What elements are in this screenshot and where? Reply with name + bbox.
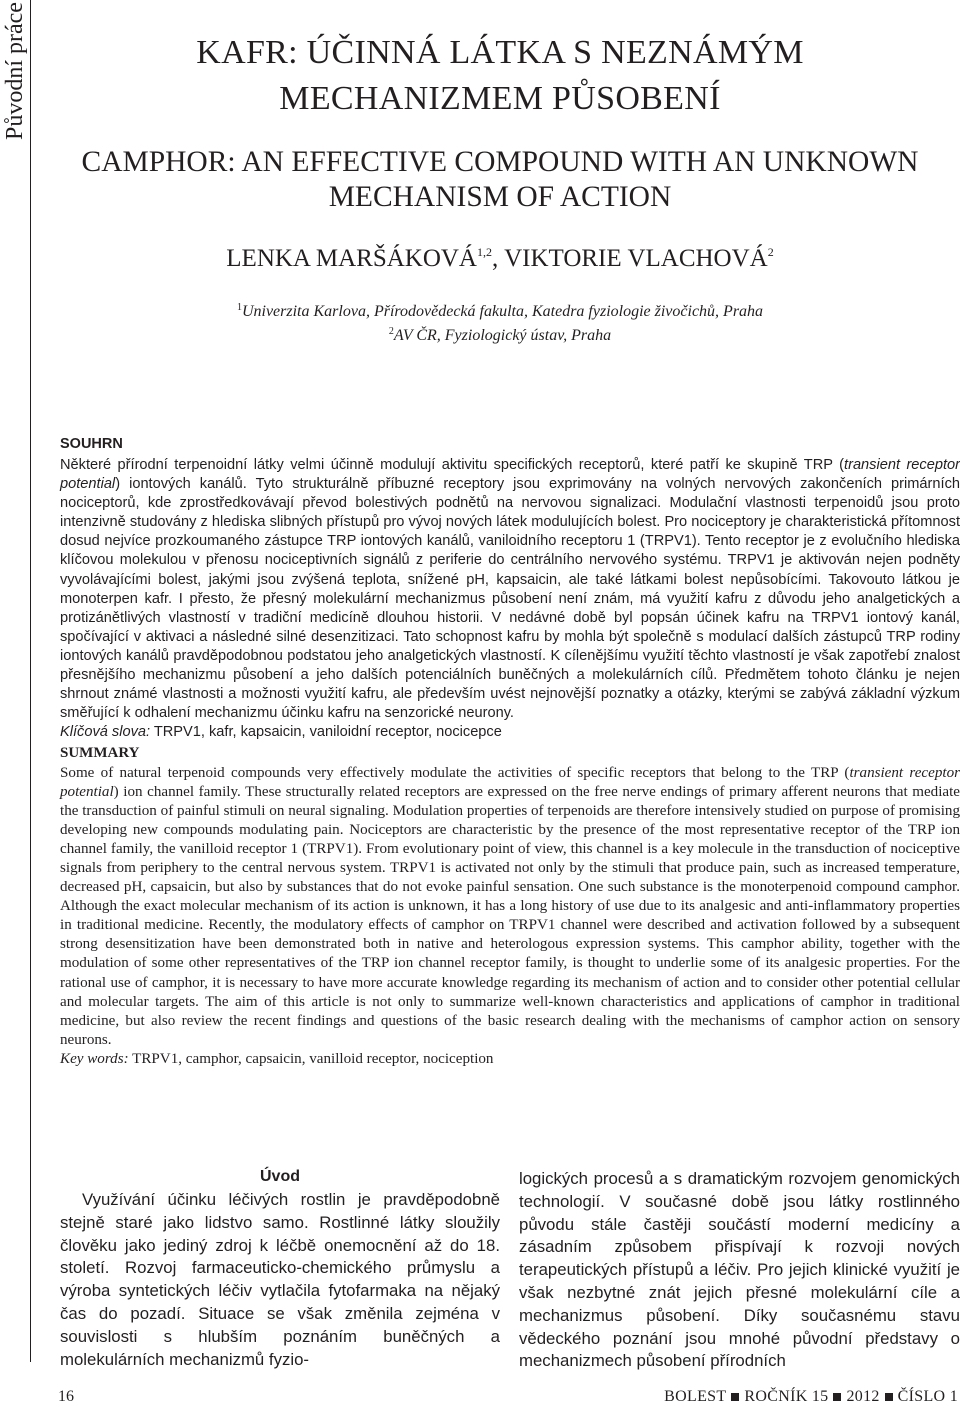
abstract-term: transient receptor potential <box>60 457 960 493</box>
section-label: Původní práce <box>2 2 28 140</box>
journal-footer <box>664 1388 958 1406</box>
sidebar-rule <box>0 0 31 1362</box>
intro-heading: Úvod <box>260 1168 300 1185</box>
page-number: 16 <box>58 1388 74 1405</box>
journal-year: 2012 <box>846 1388 880 1405</box>
abstract-cz-body <box>60 456 960 742</box>
keywords-text: TRPV1, camphor, capsaicin, vanilloid receptor, nociception <box>128 1050 494 1067</box>
author-affiliation-mark: 2 <box>767 245 774 259</box>
journal-issue: ČÍSLO 1 <box>897 1388 958 1405</box>
keywords-text: TRPV1, kafr, kapsaicin, vaniloidní receptor, nocicepce <box>150 724 502 741</box>
abstract-text: Some of natural terpenoid compounds very effectively modulate the activities of specific receptors that belong to the TRP ( <box>60 765 850 781</box>
affiliation-2 <box>60 320 940 348</box>
affiliation-text: Univerzita Karlova, Přírodovědecká fakulta, Katedra fyziologie živočichů, Praha <box>241 303 764 320</box>
abstract-text: Některé přírodní terpenoidní látky velmi účinně modulují aktivitu specifických receptorů, které patří ke skupině TRP ( <box>60 457 845 473</box>
author-name: VIKTORIE VLACHOVÁ <box>504 245 768 272</box>
separator-square-icon <box>731 1393 739 1401</box>
separator-square-icon <box>833 1393 841 1401</box>
affiliation-text: AV ČR, Fyziologický ústav, Praha <box>393 327 612 344</box>
abstract-en-heading: SUMMARY <box>60 745 140 761</box>
journal-volume: ROČNÍK 15 <box>744 1388 829 1405</box>
author-separator: , <box>492 245 505 272</box>
author-affiliation-mark: 1,2 <box>477 245 492 259</box>
keywords-label: Klíčová slova: <box>60 724 151 741</box>
intro-column-left: Využívání účinku léčivých rostlin je pravděpodobně stejně staré jako lidstvo samo. Rostlinné látky sloužily člověku jako jediný zdroj k léčbě onemocnění až do 18. století. Rozvoj farmaceuticko-chemického průmyslu a výroba syntetických léčiv vytlačila fytofarmaka na nějaký čas do pozadí. Situace se však změnila zejména v souvislosti s hlubším poznáním buněčných a molekulárních mechanizmů fyzio- <box>60 1190 500 1369</box>
article-title-en: CAMPHOR: AN EFFECTIVE COMPOUND WITH AN UNKNOWN MECHANISM OF ACTION <box>81 146 919 213</box>
keywords-label: Key words: <box>60 1050 129 1067</box>
affiliation-mark: 2 <box>388 326 394 337</box>
author-name: LENKA MARŠÁKOVÁ <box>226 245 477 272</box>
author-list <box>60 236 940 275</box>
abstract-text: ) ion channel family. These structurally related receptors are expressed on the free nerve endings of primary afferent neurons that mediate the transduction of painful stimuli on neural signaling. Modulation properties of terpenoids are therefore intensively studied on purpose of promising developing new compounds modulating pain. Nociceptors are characteristic by the presence of the most representative receptor of the TRP ion channel family, the vanilloid receptor 1 (TRPV1). From evolutionary point of view, this channel is a key molecule in the transduction of nociceptive signals from periphery to the central nervous system. TRPV1 is activated not only by the stimuli that produce pain, such as increased temperature, decreased pH, capsaicin, but also by substances that do not evoke painful sensation. One such substance is the monoterpenoid compound camphor. Although the exact molecular mechanism of its action is unknown, it has a long history of use due to its analgesic and anti-inflammatory properties in traditional medicine. Recently, the modulatory effects of camphor on TRPV1 channel were described and activation followed by a subsequent strong desensitization have been demonstrated both in native and heterologous expression systems. This camphor ability, together with the modulation of some other representatives of the TRP ion channel receptor family, is thought to underlie some of its analgesic properties. For the rational use of camphor, it is necessary to have more accurate knowledge regarding its mechanism of action and to consider other potential cellular and molecular targets. The aim of this article is not only to summarize well-known characteristics and applications of camphor in traditional medicine, but also review the recent findings and questions of the basic research dealing with the mechanisms of camphor action on sensory neurons. <box>60 784 960 1048</box>
article-title-cz: KAFR: ÚČINNÁ LÁTKA S NEZNÁMÝM MECHANIZMEM PŮSOBENÍ <box>196 34 804 117</box>
separator-square-icon <box>885 1393 893 1401</box>
journal-name: BOLEST <box>664 1388 727 1405</box>
intro-column-right: logických procesů a s dramatickým rozvojem genomických technologií. V současné době jsou látky rostlinného původu stále častěji součástí moderní medicíny a zásadním způsobem přispívají k rozvoji nových terapeutických přístupů a léčiv. Pro jejich klinické využití je však nezbytné znát jejich přesné molekulární cíle a mechanizmus působení. Díky současnému stavu vědeckého poznání jsou mnohé původní představy o mechanizmech působení přírodních <box>519 1169 960 1371</box>
affiliation-mark: 1 <box>236 302 242 313</box>
abstract-text: ) iontových kanálů. Tyto strukturálně příbuzné receptory jsou exprimovány na volných nervových zakončeních primárních nociceptorů, kde zprostředkovávají převod bolestivých podnětů na nervovou signalizaci. Modulační vlastnosti terpenoidů jsou proto intenzivně studovány z hlediska slibných přístupů pro vývoj nových látek modulujících bolest. Pro nociceptory je charakteristická přítomnost dosud nejvíce prozkoumaného zástupce TRP iontových kanálů, vaniloidního receptoru 1 (TRPV1). Tento receptor je z evolučního hlediska klíčovou molekulou v přenosu nociceptivních signálů z periferie do centrálního nervového systému. TRPV1 je aktivován nejen podněty vyvolávajícími bolest, jakými jsou zvýšená teplota, snížené pH, kapsaicin, ale také látkami bolest nepůsobícími. Takovouto látkou je monoterpen kafr. I přesto, že přesný molekulární mechanizmus působení není znám, má využití kafru z důvodu jeho analgetických a protizánětlivých vlastností v tradiční medicíně dlouhou historii. V nedávné době byl popsán účinek kafru na TRPV1 iontový kanál, spočívající v aktivaci a následné silné desenzitizaci. Tato schopnost kafru by mohla být společně s modulací dalších zástupců TRP rodiny iontových kanálů pravděpodobnou podstatou jeho analgetických vlastností. K cílenějšímu využití těchto vlastností je však zapotřebí znalost přesnějšího mechanizmu působení a jeho dalších potenciálních buněčných a molekulárních cílů. Předmětem tohoto článku je nejen shrnout známé vlastnosti a možnosti využití kafru, ale především uvést nejnovější poznatky a otázky, kterými se zabývá základní výzkum směřující k odhalení mechanizmu účinku kafru na senzorické neurony. <box>60 476 960 722</box>
abstract-en-body <box>60 764 960 1069</box>
abstract-cz-heading: SOUHRN <box>60 436 123 452</box>
abstract-term: transient receptor potential <box>60 765 960 801</box>
